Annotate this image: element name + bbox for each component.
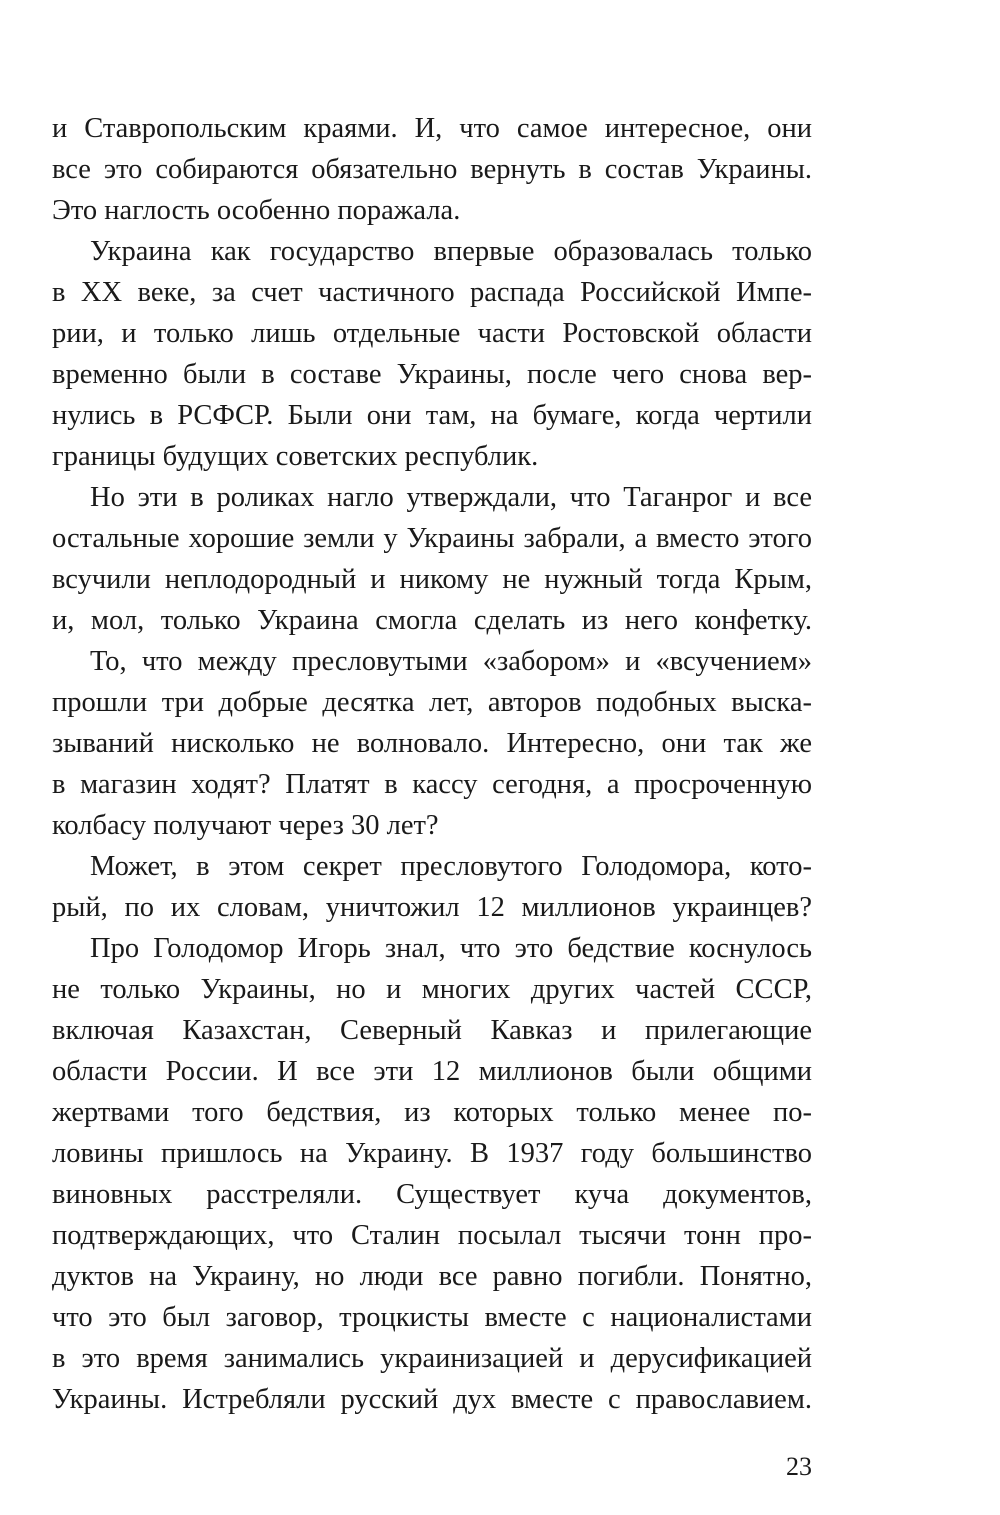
page-body [52, 108, 812, 1420]
text-line: в это время занимались украинизацией и дерусификацией [52, 1343, 812, 1374]
text-line: подтверждающих, что Сталин посылал тысячи тонн про- [52, 1220, 812, 1251]
text-line: остальные хорошие земли у Украины забрали, а вместо этого [52, 523, 812, 554]
text-line: То, что между пресловутыми «забором» и «всучением» [90, 646, 812, 677]
text-line: дуктов на Украину, но люди все равно погибли. Понятно, [52, 1261, 812, 1292]
page-number: 23 [786, 1452, 812, 1481]
text-line: рии, и только лишь отдельные части Ростовской области [52, 318, 812, 349]
text-line: Это наглость особенно поражала. [52, 195, 461, 226]
text-line: колбасу получают через 30 лет? [52, 810, 439, 841]
text-line: все это собираются обязательно вернуть в состав Украины. [52, 154, 812, 185]
text-line: Про Голодомор Игорь знал, что это бедствие коснулось [90, 933, 812, 964]
text-line: ловины пришлось на Украину. В 1937 году большинство [52, 1138, 812, 1169]
text-line: границы будущих советских республик. [52, 441, 539, 472]
text-line: жертвами того бедствия, из которых только менее по- [52, 1097, 812, 1128]
text-line: что это был заговор, троцкисты вместе с националистами [52, 1302, 812, 1333]
text-line: области России. И все эти 12 миллионов были общими [52, 1056, 812, 1087]
text-line: Украины. Истребляли русский дух вместе с православием. [52, 1384, 812, 1415]
text-line: нулись в РСФСР. Были они там, на бумаге, когда чертили [52, 400, 812, 431]
text-line: не только Украины, но и многих других частей СССР, [52, 974, 812, 1005]
text-line: зываний нисколько не волновало. Интересно, они так же [52, 728, 812, 759]
text-line: включая Казахстан, Северный Кавказ и прилегающие [52, 1015, 812, 1046]
text-line: в магазин ходят? Платят в кассу сегодня, а просроченную [52, 769, 812, 800]
text-line: Украина как государство впервые образовалась только [90, 236, 812, 267]
text-line: в XX веке, за счет частичного распада Российской Импе- [52, 277, 812, 308]
text-line: и, мол, только Украина смогла сделать из него конфетку. [52, 605, 812, 636]
text-line: виновных расстреляли. Существует куча документов, [52, 1179, 812, 1210]
text-line: Но эти в роликах нагло утверждали, что Таганрог и все [90, 482, 812, 513]
text-line: рый, по их словам, уничтожил 12 миллионов украинцев? [52, 892, 812, 923]
text-line: и Ставропольским краями. И, что самое интересное, они [52, 113, 812, 144]
text-line: прошли три добрые десятка лет, авторов подобных выска- [52, 687, 812, 718]
text-line: всучили неплодородный и никому не нужный тогда Крым, [52, 564, 812, 595]
text-line: Может, в этом секрет пресловутого Голодомора, кото- [90, 851, 812, 882]
text-line: временно были в составе Украины, после чего снова вер- [52, 359, 812, 390]
